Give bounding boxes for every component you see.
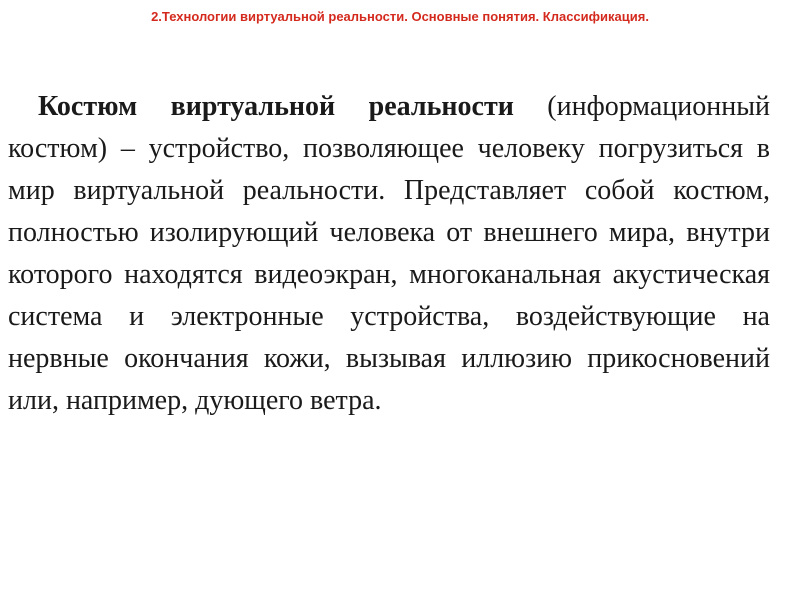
- definition-term: Костюм виртуальной реальности: [38, 91, 514, 122]
- definition-text: (информационный костюм) – устройство, позволяющее человеку погрузиться в мир виртуальной реальности. Представляет собой костюм, полностью изолирующий человека от внешнего мира, внутри которого находятся видеоэкран, многоканальная акустическая система и электронные устройства, воздействующие на нервные окончания кожи, вызывая иллюзию прикосновений или, например, дующего ветра.: [8, 91, 770, 416]
- slide-header: 2.Технологии виртуальной реальности. Основные понятия. Классификация.: [151, 9, 649, 24]
- slide-body-paragraph: [8, 86, 770, 422]
